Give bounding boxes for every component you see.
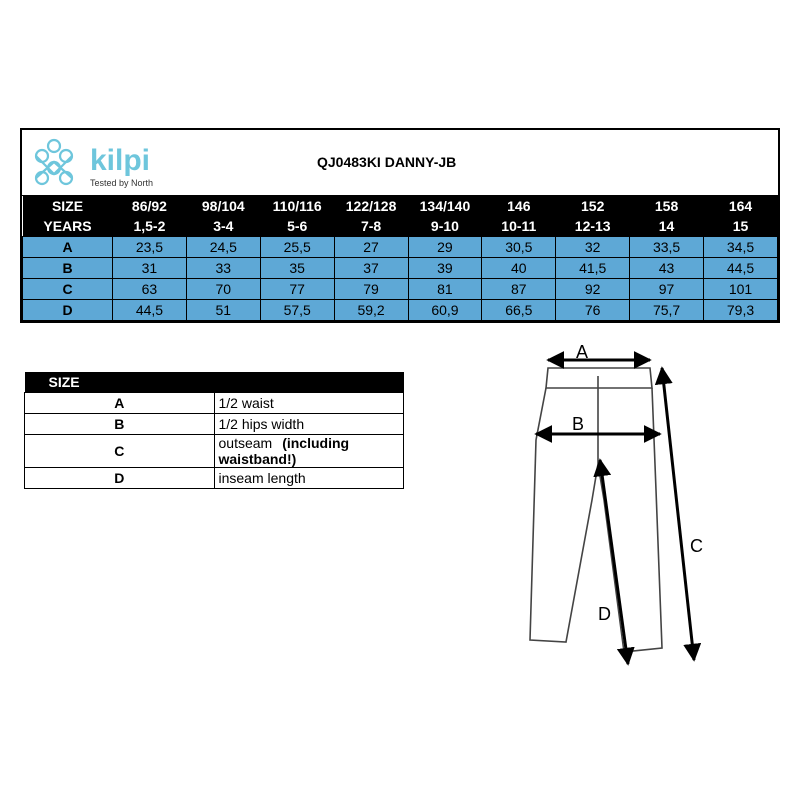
measurement-row-b [23,258,778,279]
legend-note: (including waistband!) [218,435,350,467]
measurement-cell: 33 [186,258,260,279]
years-column-header: 5-6 [287,218,308,234]
years-column-header: 10-11 [501,218,537,234]
size-grid [22,196,778,321]
size-column-header: 146 [507,198,531,214]
legend-text: inseam length [218,470,306,486]
legend-key: C [25,435,215,468]
years-header-row [23,216,778,237]
legend-row [25,468,404,489]
measurement-cell: 41,5 [556,258,630,279]
pants-outline-icon [530,368,662,652]
measurement-cell: 34,5 [704,237,778,258]
legend-description [214,468,404,489]
size-header-label: SIZE [51,198,84,214]
legend-row [25,393,404,414]
row-label: B [23,258,113,279]
measurement-cell: 101 [704,279,778,300]
legend-row [25,414,404,435]
row-label: D [23,300,113,321]
measurement-row-d [23,300,778,321]
measurement-cell: 76 [556,300,630,321]
legend-key: D [25,468,215,489]
product-title: QJ0483KI DANNY-JB [317,154,457,170]
measurement-cell: 66,5 [482,300,556,321]
measurement-cell: 92 [556,279,630,300]
measurement-cell: 70 [186,279,260,300]
measurement-cell: 40 [482,258,556,279]
size-column-header: 164 [728,198,753,214]
row-label: C [23,279,113,300]
brand-name: kilpi [90,144,151,177]
measurement-row-c [23,279,778,300]
measurement-cell: 32 [556,237,630,258]
measurement-cell: 35 [260,258,334,279]
years-column-header: 1,5-2 [133,218,166,234]
measurement-cell: 59,2 [334,300,408,321]
size-column-header: 98/104 [201,198,245,214]
legend-text: outseam [218,435,273,451]
measurement-cell: 30,5 [482,237,556,258]
brand-tagline: Tested by North [90,178,154,188]
measurement-cell: 29 [408,237,482,258]
measurement-cell: 57,5 [260,300,334,321]
label-a: A [576,342,589,362]
measurement-cell: 37 [334,258,408,279]
legend-row [25,435,404,468]
legend-key: B [25,414,215,435]
measurement-cell: 77 [260,279,334,300]
legend-description [214,435,404,468]
years-header-label: YEARS [43,218,92,234]
measurement-cell: 51 [186,300,260,321]
measurement-cell: 97 [630,279,704,300]
legend-description [214,393,404,414]
years-column-header: 9-10 [430,218,459,234]
size-column-header: 86/92 [131,198,167,214]
measurement-cell: 44,5 [113,300,187,321]
legend-header: SIZE [25,372,404,393]
size-column-header: 134/140 [419,198,471,214]
label-c: C [690,536,703,556]
size-header-row [23,196,778,216]
size-column-header: 152 [581,198,605,214]
brand-row [22,130,778,196]
size-column-header: 110/116 [272,198,322,214]
measurement-cell: 75,7 [630,300,704,321]
label-b: B [572,414,585,434]
measurement-cell: 25,5 [260,237,334,258]
label-d: D [598,604,611,624]
size-chart-table [20,128,780,323]
pants-measurement-diagram [510,340,730,680]
measurement-cell: 23,5 [113,237,187,258]
measurement-cell: 27 [334,237,408,258]
measurement-cell: 39 [408,258,482,279]
row-label: A [23,237,113,258]
measurement-cell: 31 [113,258,187,279]
years-column-header: 3-4 [213,218,234,234]
legend-text: 1/2 hips width [218,416,305,432]
legend-key: A [25,393,215,414]
measurement-cell: 79,3 [704,300,778,321]
measurement-cell: 43 [630,258,704,279]
measure-d-arrow [600,460,628,664]
size-column-header: 158 [654,198,679,214]
measurement-legend [24,372,404,489]
years-column-header: 14 [658,218,675,234]
legend-description [214,414,404,435]
kilpi-knot-icon [28,134,198,192]
legend-text: 1/2 waist [218,395,274,411]
years-column-header: 12-13 [574,218,611,234]
measurement-cell: 60,9 [408,300,482,321]
measurement-cell: 33,5 [630,237,704,258]
kilpi-logo [28,134,198,197]
measurement-cell: 87 [482,279,556,300]
years-column-header: 15 [732,218,749,234]
size-column-header: 122/128 [345,198,397,214]
measure-c-arrow [662,368,694,660]
measurement-cell: 44,5 [704,258,778,279]
measurement-cell: 79 [334,279,408,300]
measurement-row-a [23,237,778,258]
years-column-header: 7-8 [360,218,382,234]
measurement-cell: 63 [113,279,187,300]
measurement-cell: 81 [408,279,482,300]
measurement-cell: 24,5 [186,237,260,258]
